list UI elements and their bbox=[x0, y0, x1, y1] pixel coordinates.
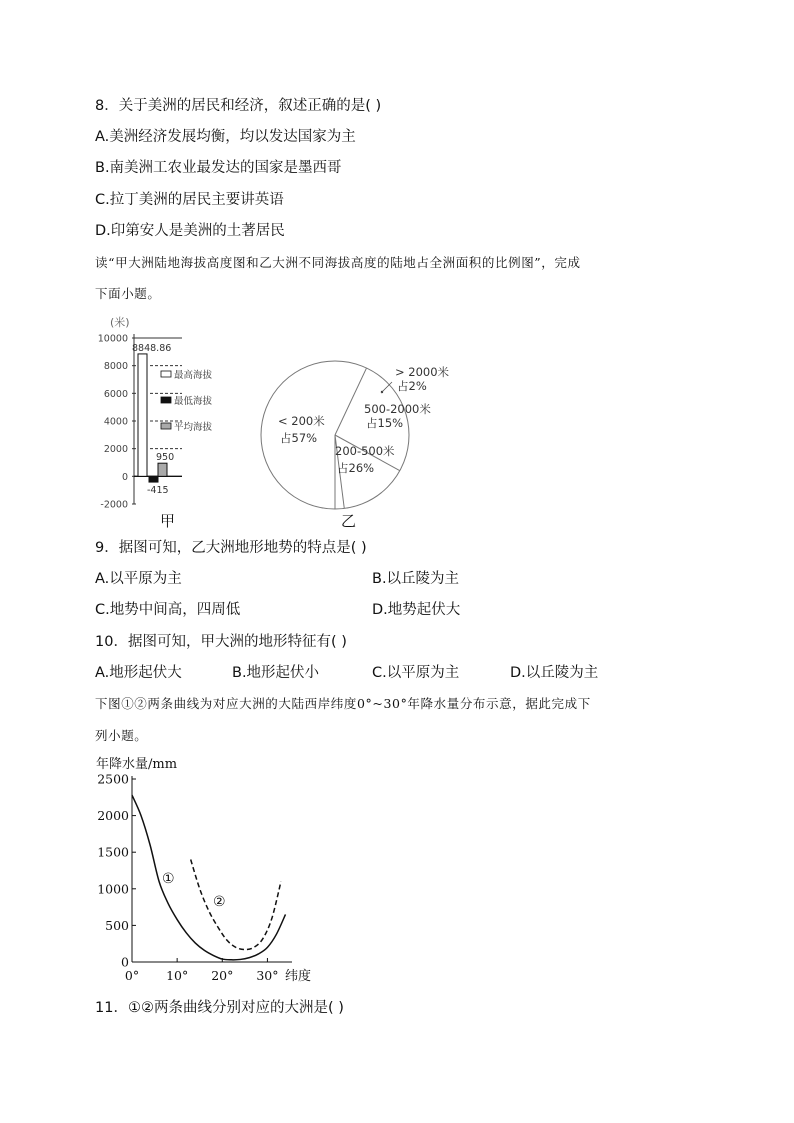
q8-option-c: C.拉丁美洲的居民主要讲英语 bbox=[95, 192, 284, 208]
jia-legend-label: 平均海拔 bbox=[174, 422, 213, 433]
rain-series-label: ② bbox=[213, 894, 226, 910]
jia-legend-swatch bbox=[161, 397, 171, 403]
q10-option-c: C.以平原为主 bbox=[372, 665, 460, 681]
intro1-line1: 读“甲大洲陆地海拔高度图和乙大洲不同海拔高度的陆地占全洲面积的比例图”，完成 bbox=[95, 255, 581, 270]
jia-tick-label: 4000 bbox=[103, 416, 128, 428]
q8-option-a: A.美洲经济发展均衡，均以发达国家为主 bbox=[95, 129, 356, 145]
jia-bar bbox=[158, 463, 167, 476]
rain-x-tick-label: 20° bbox=[211, 968, 234, 983]
jia-bar bbox=[138, 354, 147, 476]
jia-caption: 甲 bbox=[160, 512, 176, 530]
yi-slice-share: 占2% bbox=[397, 379, 427, 393]
q10-option-d: D.以丘陵为主 bbox=[510, 665, 599, 681]
rain-series-label: ① bbox=[162, 871, 175, 887]
rain-series-line bbox=[191, 860, 281, 950]
q9-option-c: C.地势中间高，四周低 bbox=[95, 602, 241, 618]
q8-stem: 8．关于美洲的居民和经济，叙述正确的是( ) bbox=[95, 98, 382, 114]
yi-caption: 乙 bbox=[341, 512, 357, 530]
yi-slice-label: 200-500米 bbox=[335, 444, 395, 458]
jia-legend-label: 最高海拔 bbox=[174, 370, 213, 381]
yi-slice-share: 占57% bbox=[280, 431, 318, 445]
rain-y-tick-label: 2000 bbox=[97, 808, 129, 824]
jia-legend-label: 最低海拔 bbox=[174, 396, 213, 407]
figure-jia-bar-chart bbox=[92, 312, 252, 532]
intro2-line2: 列小题。 bbox=[95, 728, 148, 743]
rain-y-tick-label: 1000 bbox=[97, 881, 129, 897]
q10-option-a: A.地形起伏大 bbox=[95, 665, 182, 681]
jia-value-label: -415 bbox=[147, 485, 169, 497]
jia-value-label: 8848.86 bbox=[132, 342, 172, 354]
rain-x-tick-label: 30° bbox=[256, 968, 279, 983]
rain-y-tick-label: 0 bbox=[121, 954, 129, 970]
q9-option-b: B.以丘陵为主 bbox=[372, 571, 460, 587]
q9-option-a: A.以平原为主 bbox=[95, 571, 182, 587]
jia-value-label: 950 bbox=[156, 452, 175, 464]
yi-slice-share: 占26% bbox=[337, 461, 375, 475]
rain-x-tick-label: 10° bbox=[166, 968, 189, 983]
rain-x-label: 纬度 bbox=[285, 969, 312, 984]
rain-y-tick-label: 1500 bbox=[97, 844, 129, 860]
rain-x-tick-label: 0° bbox=[124, 968, 140, 983]
yi-slice-label: > 2000米 bbox=[395, 365, 450, 379]
jia-tick-label: 0 bbox=[121, 471, 128, 483]
jia-tick-label: 6000 bbox=[103, 388, 128, 400]
q9-stem: 9．据图可知，乙大洲地形地势的特点是( ) bbox=[95, 540, 367, 556]
intro2-line1: 下图①②两条曲线为对应大洲的大陆西岸纬度0°~30°年降水量分布示意，据此完成下 bbox=[95, 696, 591, 711]
jia-tick-label: -2000 bbox=[100, 499, 128, 511]
q8-option-b: B.南美洲工农业最发达的国家是墨西哥 bbox=[95, 160, 342, 176]
jia-tick-label: 10000 bbox=[97, 333, 128, 345]
rain-y-tick-label: 500 bbox=[105, 917, 129, 933]
jia-tick-label: 2000 bbox=[103, 444, 128, 456]
q10-option-b: B.地形起伏小 bbox=[232, 665, 320, 681]
figure-yi-pie-chart bbox=[255, 355, 450, 533]
q9-option-d: D.地势起伏大 bbox=[372, 602, 461, 618]
jia-tick-label: 8000 bbox=[103, 361, 128, 373]
jia-bar bbox=[149, 476, 158, 482]
yi-slice-edge bbox=[335, 368, 367, 435]
q10-stem: 10．据图可知，甲大洲的地形特征有( ) bbox=[95, 634, 347, 650]
jia-legend-swatch bbox=[161, 423, 171, 429]
q8-option-d: D.印第安人是美洲的土著居民 bbox=[95, 223, 285, 239]
intro1-line2: 下面小题。 bbox=[95, 286, 161, 301]
figure-rainfall-line-chart bbox=[92, 752, 332, 987]
yi-slice-label: 500-2000米 bbox=[364, 402, 431, 416]
yi-leader-line bbox=[381, 382, 392, 393]
q11-stem: 11．①②两条曲线分别对应的大洲是( ) bbox=[95, 1000, 344, 1016]
yi-slice-label: < 200米 bbox=[278, 414, 325, 428]
rain-y-label: 年降水量/mm bbox=[96, 757, 178, 772]
yi-slice-share: 占15% bbox=[366, 416, 404, 430]
jia-unit-label: (米) bbox=[110, 316, 130, 329]
rain-series-line bbox=[132, 795, 285, 960]
rain-y-tick-label: 2500 bbox=[97, 771, 129, 787]
jia-legend-swatch bbox=[161, 371, 171, 377]
